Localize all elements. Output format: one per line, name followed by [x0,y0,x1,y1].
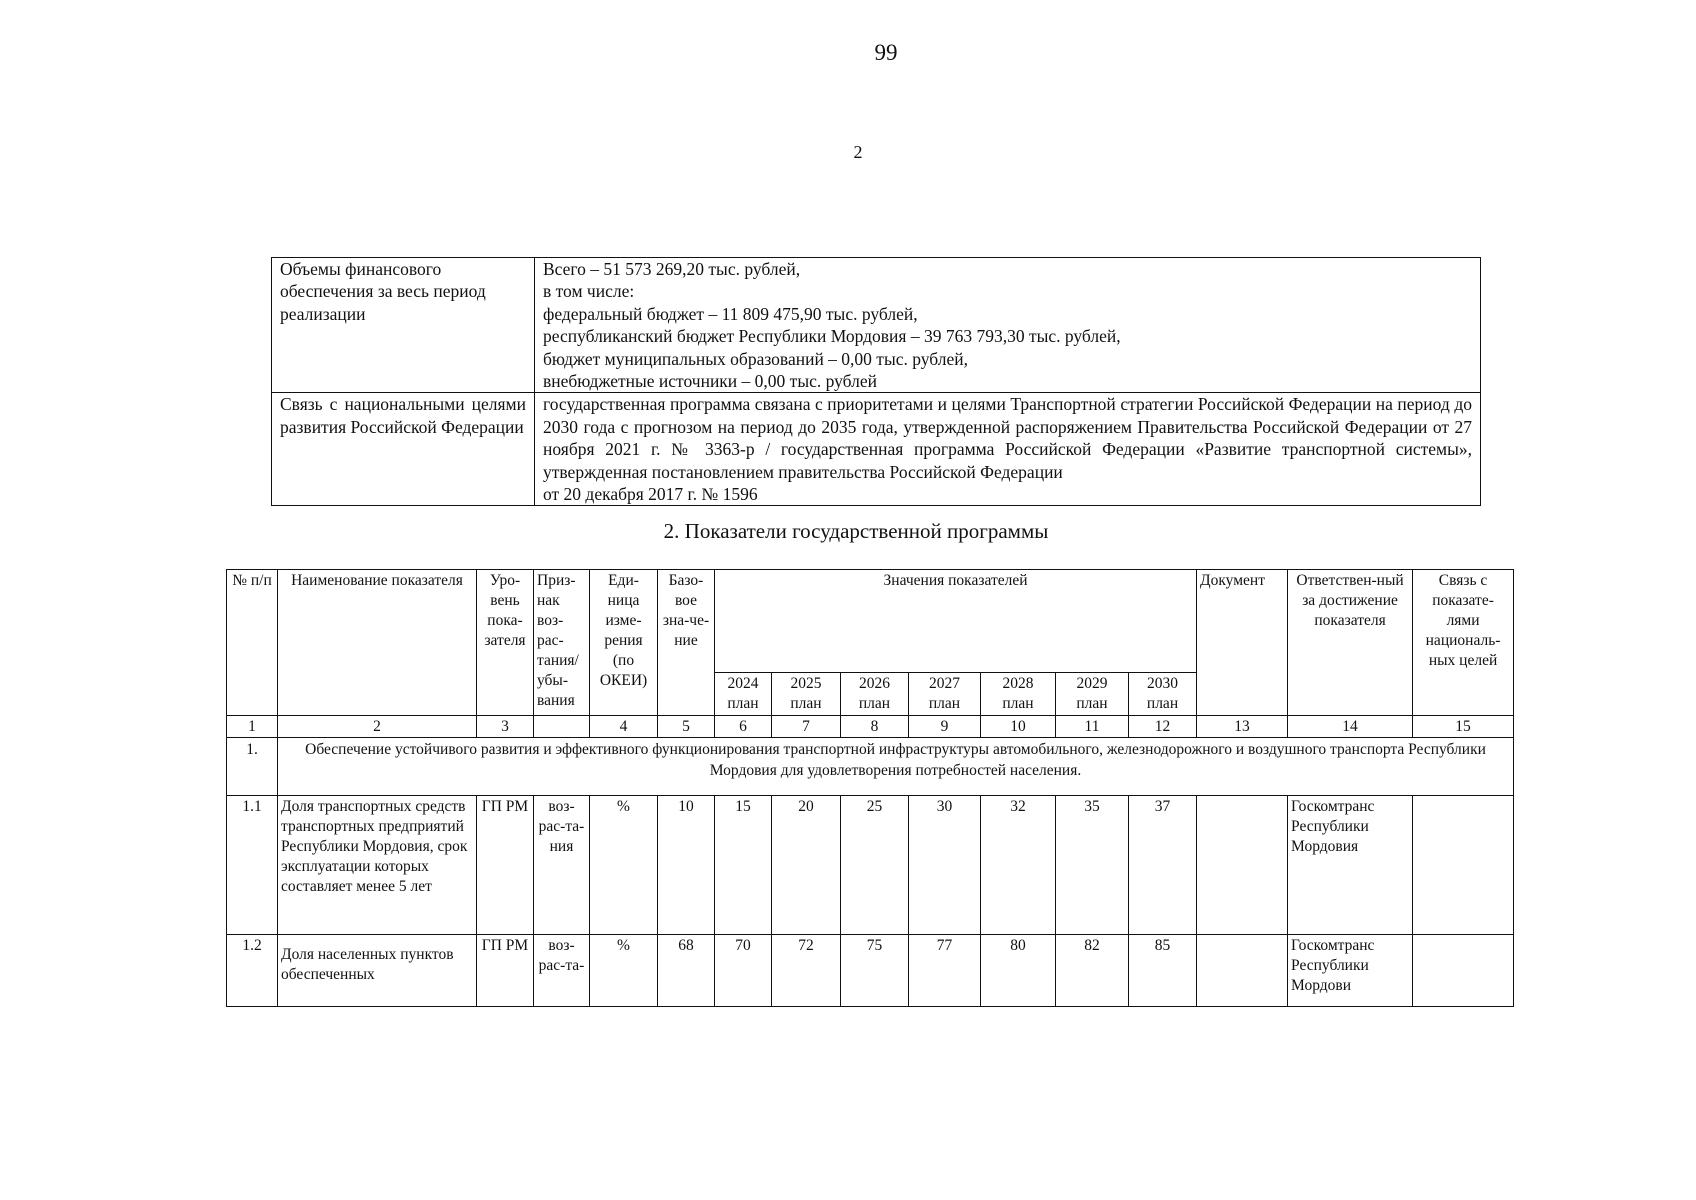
year-2029: 2029 план [1056,673,1129,716]
header-unit: Еди-ница изме-рения (по ОКЕИ) [590,570,658,716]
row-value-2027: 30 [909,796,981,935]
passport-row-national-goals [272,393,1481,506]
colnum: 3 [477,716,534,738]
colnum: 1 [227,716,278,738]
colnum: 8 [841,716,909,738]
row-value-2024: 70 [715,935,772,1007]
row-value-2028: 32 [981,796,1056,935]
row-value-2028: 80 [981,935,1056,1007]
header-name: Наименование показателя [278,570,477,716]
goal-text: Обеспечение устойчивого развития и эффективного функционирования транспортной инфраструктуры автомобильного, железнодорожного и воздушного транспорта Республики Мордовия для удовлетворения потребностей населения. [278,738,1514,796]
row-value-2026: 75 [841,935,909,1007]
page-number: 99 [874,40,898,65]
colnum: 15 [1413,716,1514,738]
header-document: Документ [1197,570,1288,716]
financing-total: Всего – 51 573 269,20 тыс. рублей, [543,259,801,279]
row-name: Доля транспортных средств транспортных предприятий Республики Мордовия, срок эксплуатации которых составляет менее 5 лет [278,796,477,935]
passport-label-national-goals: Связь с национальными целями развития Российской Федерации [272,393,535,506]
colnum: 7 [772,716,841,738]
row-name: Доля населенных пунктов обеспеченных [278,935,477,1007]
row-link [1413,796,1514,935]
year-2024: 2024 план [715,673,772,716]
row-trend: воз-рас-та-ния [534,796,590,935]
financing-republic: республиканский бюджет Республики Мордовия – 39 763 793,30 тыс. рублей, [543,326,1121,347]
colnum: 6 [715,716,772,738]
header-level: Уро-вень пока-зателя [477,570,534,716]
passport-value-financing [535,258,1481,393]
row-value-2029: 82 [1056,935,1129,1007]
row-value-2030: 37 [1129,796,1197,935]
financing-federal: федеральный бюджет – 11 809 475,90 тыс. рублей, [543,303,918,324]
colnum [534,716,590,738]
row-responsible: Госкомтранс Республики Мордови [1288,935,1413,1007]
financing-municipal: бюджет муниципальных образований – 0,00 тыс. рублей, [543,348,968,369]
section-title: 2. Показатели государственной программы [663,519,1049,543]
row-base: 68 [658,935,715,1007]
header-row [227,570,1514,673]
table-row [227,796,1514,935]
financing-including: в том числе: [543,281,635,302]
table-row [227,935,1514,1007]
year-2030: 2030 план [1129,673,1197,716]
row-value-2027: 77 [909,935,981,1007]
header-num: № п/п [227,570,278,716]
colnum: 4 [590,716,658,738]
row-trend: воз-рас-та- [534,935,590,1007]
row-num: 1.1 [227,796,278,935]
column-numbers-row [227,716,1514,738]
row-value-2026: 25 [841,796,909,935]
passport-table [271,257,1481,506]
national-goals-text: государственная программа связана с приоритетами и целями Транспортной стратегии Российской Федерации на период до 2030 года с прогнозом на период до 2035 года, утвержденной распоряжением Правительства Российской Федерации от 27 ноября 2021 г. № 3363-р / государственная программа Российской Федерации «Развитие транспортной системы», утвержденная постановлением правительства Российской Федерации [543,394,1472,482]
row-value-2025: 20 [772,796,841,935]
year-2026: 2026 план [841,673,909,716]
row-value-2029: 35 [1056,796,1129,935]
row-unit: % [590,935,658,1007]
row-level: ГП РМ [477,935,534,1007]
sub-page-number: 2 [853,142,863,162]
colnum: 5 [658,716,715,738]
colnum: 14 [1288,716,1413,738]
row-document [1197,796,1288,935]
passport-value-national-goals [535,393,1481,506]
header-link: Связь с показате-лями националь-ных целей [1413,570,1514,716]
year-2027: 2027 план [909,673,981,716]
row-responsible: Госкомтранс Республики Мордовия [1288,796,1413,935]
row-link [1413,935,1514,1007]
colnum: 12 [1129,716,1197,738]
national-goals-last-line: от 20 декабря 2017 г. № 1596 [543,484,758,505]
row-value-2025: 72 [772,935,841,1007]
colnum: 2 [278,716,477,738]
goal-num: 1. [227,738,278,796]
row-value-2030: 85 [1129,935,1197,1007]
colnum: 13 [1197,716,1288,738]
header-responsible: Ответствен-ный за достижение показателя [1288,570,1413,716]
header-trend: Приз-нак воз-рас-тания/ убы-вания [534,570,590,716]
colnum: 10 [981,716,1056,738]
passport-row-financing [272,258,1481,393]
financing-extrabudget: внебюджетные источники – 0,00 тыс. рублей [543,371,877,392]
row-level: ГП РМ [477,796,534,935]
row-value-2024: 15 [715,796,772,935]
colnum: 9 [909,716,981,738]
indicators-table [226,569,1514,1007]
row-unit: % [590,796,658,935]
row-base: 10 [658,796,715,935]
colnum: 11 [1056,716,1129,738]
header-values: Значения показателей [715,570,1197,673]
row-num: 1.2 [227,935,278,1007]
passport-label-financing: Объемы финансового обеспечения за весь период реализации [272,258,535,393]
year-2025: 2025 план [772,673,841,716]
goal-row [227,738,1514,796]
year-2028: 2028 план [981,673,1056,716]
row-document [1197,935,1288,1007]
header-base: Базо-вое зна-че-ние [658,570,715,716]
